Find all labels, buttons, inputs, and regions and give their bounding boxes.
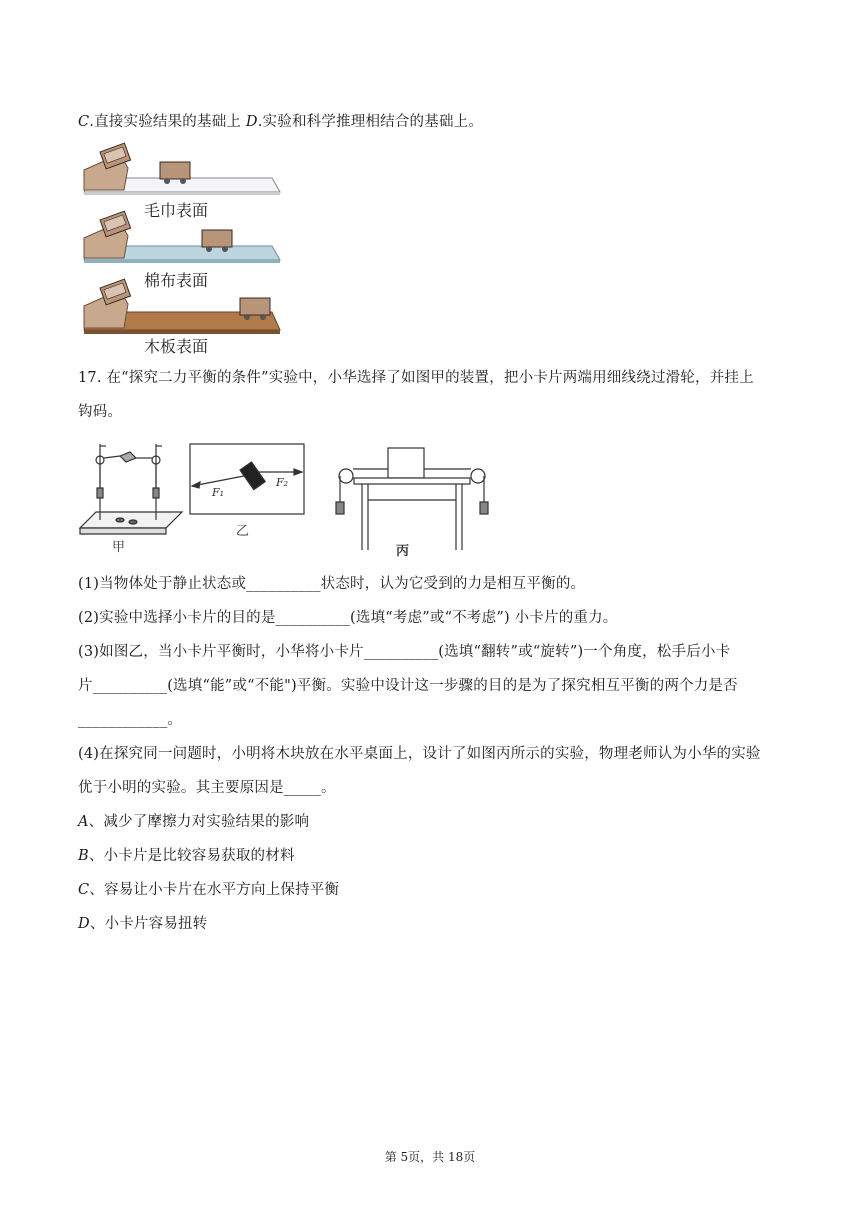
- subquestion-3-line3: ____________。: [78, 712, 183, 728]
- force-f2-label: F₂: [276, 476, 289, 489]
- option-b-text: 、小卡片是比较容易获取的材料: [88, 848, 295, 864]
- force-f1-label: F₁: [212, 486, 225, 499]
- option-c: [78, 880, 339, 900]
- option-d: [78, 914, 207, 934]
- option-d-text: .实验和科学推理相结合的基础上。: [257, 114, 484, 130]
- surfaces-illustration: [80, 140, 285, 355]
- previous-options-line: [78, 112, 483, 132]
- option-b-letter: B: [78, 848, 89, 864]
- option-b: [78, 846, 295, 866]
- subquestion-4-line2: 优于小明的实验。其主要原因是_____。: [78, 780, 336, 796]
- option-d-letter: D: [245, 114, 258, 130]
- figure-jia-label: 甲: [112, 540, 126, 555]
- subquestion-3-line1: (3)如图乙，当小卡片平衡时，小华将小卡片__________(选填“翻转”或“旋转”)一个角度，松手后小卡: [78, 644, 731, 660]
- surfaces-figure: [80, 140, 285, 355]
- question-17-stem-line2: 钩码。: [78, 404, 123, 420]
- subquestion-1: (1)当物体处于静止状态或__________状态时，认为它受到的力是相互平衡的。: [78, 576, 586, 592]
- apparatus-illustration: [78, 440, 498, 560]
- option-d2-text: 、小卡片容易扭转: [89, 916, 208, 932]
- apparatus-figure: [78, 440, 498, 560]
- option-a: [78, 812, 309, 832]
- page-footer: 第 5页，共 18页: [384, 1150, 476, 1164]
- option-a-text: 、减少了摩擦力对实验结果的影响: [88, 814, 310, 830]
- option-c2-letter: C: [78, 882, 90, 898]
- option-a-letter: A: [78, 814, 89, 830]
- subquestion-4-line1: (4)在探究同一问题时，小明将木块放在水平桌面上，设计了如图丙所示的实验，物理老师认为小华的实验: [78, 746, 761, 762]
- cotton-surface-label: 棉布表面: [144, 271, 209, 290]
- option-c-letter: C: [78, 114, 90, 130]
- towel-surface-label: 毛巾表面: [144, 201, 209, 220]
- subquestion-3-line2: 片__________(选填“能”或“不能")平衡。实验中设计这一步骤的目的是为了探究相互平衡的两个力是否: [78, 678, 738, 694]
- option-d2-letter: D: [78, 916, 90, 932]
- option-c-text: .直接实验结果的基础上: [89, 114, 242, 130]
- figure-bing-apparatus: [336, 448, 488, 550]
- option-c2-text: 、容易让小卡片在水平方向上保持平衡: [89, 882, 340, 898]
- wood-surface-label: 木板表面: [144, 337, 209, 356]
- question-17-stem-line1: 17. 在“探究二力平衡的条件”实验中，小华选择了如图甲的装置，把小卡片两端用细线绕过滑轮，并挂上: [78, 370, 754, 386]
- subquestion-2: (2)实验中选择小卡片的目的是__________(选填“考虑”或“不考虑”) 小卡片的重力。: [78, 610, 618, 626]
- towel-surface-panel: [84, 143, 280, 195]
- figure-yi-label: 乙: [236, 524, 250, 539]
- figure-bing-label: 丙: [396, 544, 410, 559]
- figure-jia-apparatus: [80, 444, 182, 534]
